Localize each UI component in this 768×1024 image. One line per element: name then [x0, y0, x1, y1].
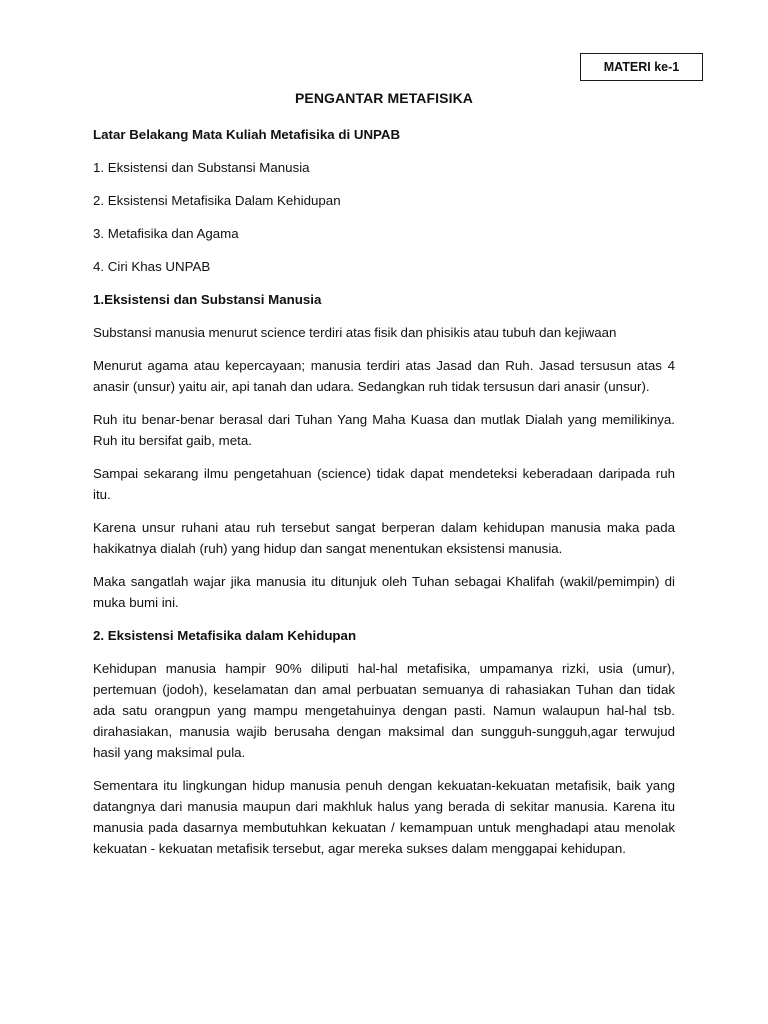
section-2-heading: 2. Eksistensi Metafisika dalam Kehidupan: [93, 628, 357, 643]
outline-item-1: 1. Eksistensi dan Substansi Manusia: [93, 160, 310, 175]
intro-heading: Latar Belakang Mata Kuliah Metafisika di UNPAB: [93, 127, 401, 142]
outline-item-3: 3. Metafisika dan Agama: [93, 226, 239, 241]
section-1-paragraph-1: Substansi manusia menurut science terdiri atas fisik dan phisikis atau tubuh dan kejiwaan: [93, 325, 617, 340]
section-1-paragraph-3: Ruh itu benar-benar berasal dari Tuhan Yang Maha Kuasa dan mutlak Dialah yang memilikinya. Ruh itu bersifat gaib, meta.: [93, 412, 675, 448]
section-1-heading: 1.Eksistensi dan Substansi Manusia: [93, 292, 322, 307]
outline-item-2: 2. Eksistensi Metafisika Dalam Kehidupan: [93, 193, 341, 208]
section-2-paragraph-2: Sementara itu lingkungan hidup manusia penuh dengan kekuatan-kekuatan metafisik, baik yang datangnya dari manusia maupun dari makhluk halus yang berada di sekitar manusia. Karena itu manusia pada dasarnya membutuhkan kekuatan / kemampuan untuk menghadapi atau menolak kekuatan - kekuatan metafisik tersebut, agar mereka sukses dalam menggapai kehidupan.: [93, 778, 675, 856]
section-2-paragraph-1: Kehidupan manusia hampir 90% diliputi hal-hal metafisika, umpamanya rizki, usia (umur), pertemuan (jodoh), keselamatan dan amal perbuatan semuanya di rahasiakan Tuhan dan tidak ada satu orangpun yang mampu mengetahuinya dengan pasti. Namun walaupun hal-hal tsb. dirahasiakan, manusia wajib berusaha dengan maksimal dan sungguh-sungguh,agar terwujud hasil yang maksimal pula.: [93, 661, 675, 760]
section-1-paragraph-4: Sampai sekarang ilmu pengetahuan (science) tidak dapat mendeteksi keberadaan daripada ruh itu.: [93, 466, 675, 502]
document-body: [93, 124, 675, 871]
section-1-paragraph-5: Karena unsur ruhani atau ruh tersebut sangat berperan dalam kehidupan manusia maka pada hakikatnya dialah (ruh) yang hidup dan sangat menentukan eksistensi manusia.: [93, 520, 675, 556]
section-1-paragraph-2: Menurut agama atau kepercayaan; manusia terdiri atas Jasad dan Ruh. Jasad tersusun atas 4 anasir (unsur) yaitu air, api tanah dan udara. Sedangkan ruh tidak tersusun dari anasir (unsur).: [93, 358, 675, 394]
materi-label-box: MATERI ke-1: [580, 53, 703, 81]
outline-item-4: 4. Ciri Khas UNPAB: [93, 259, 211, 274]
section-1-paragraph-6: Maka sangatlah wajar jika manusia itu ditunjuk oleh Tuhan sebagai Khalifah (wakil/pemimpin) di muka bumi ini.: [93, 574, 675, 610]
page-title: PENGANTAR METAFISIKA: [294, 90, 474, 106]
